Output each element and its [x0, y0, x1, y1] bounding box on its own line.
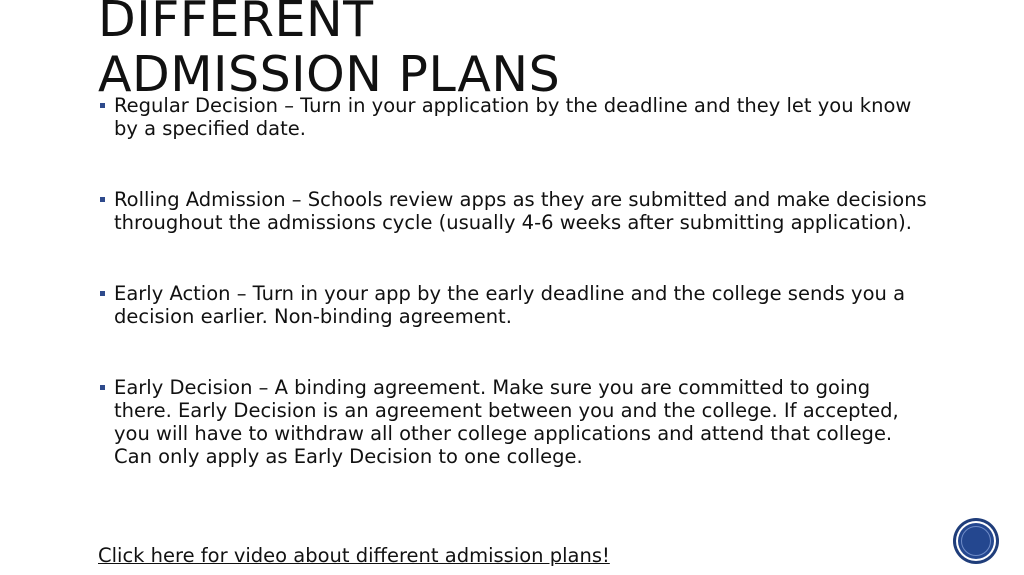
bullet-text: Regular Decision – Turn in your application by the deadline and they let you know by a specified date. [114, 94, 912, 140]
bullet-early-decision [98, 376, 928, 468]
bullet-marker-icon [100, 103, 105, 108]
title-line-1: DIFFERENT [98, 0, 374, 48]
slide-title [98, 0, 858, 102]
title-line-2: ADMISSION PLANS [98, 46, 561, 103]
bullet-marker-icon [100, 197, 105, 202]
nav-ring-icon [961, 526, 991, 556]
bullet-marker-icon [100, 291, 105, 296]
bullet-text: Rolling Admission – Schools review apps as they are submitted and make decisions throughout the admissions cycle (usually 4-6 weeks after submitting application). [114, 188, 927, 234]
bullet-rolling-admission [98, 188, 928, 234]
bullet-text: Early Decision – A binding agreement. Make sure you are committed to going there. Early Decision is an agreement between you and the college. If accepted, you will have to withdraw all other college applications and attend that college. Can only apply as Early Decision to one college. [114, 376, 899, 468]
bullet-marker-icon [100, 385, 105, 390]
bullet-text: Early Action – Turn in your app by the early deadline and the college sends you a decision earlier. Non-binding agreement. [114, 282, 906, 328]
circle-nav-button-icon[interactable] [956, 521, 996, 561]
bullet-early-action [98, 282, 928, 328]
bullet-list [98, 94, 928, 468]
video-link[interactable]: Click here for video about different admission plans! [98, 544, 610, 567]
